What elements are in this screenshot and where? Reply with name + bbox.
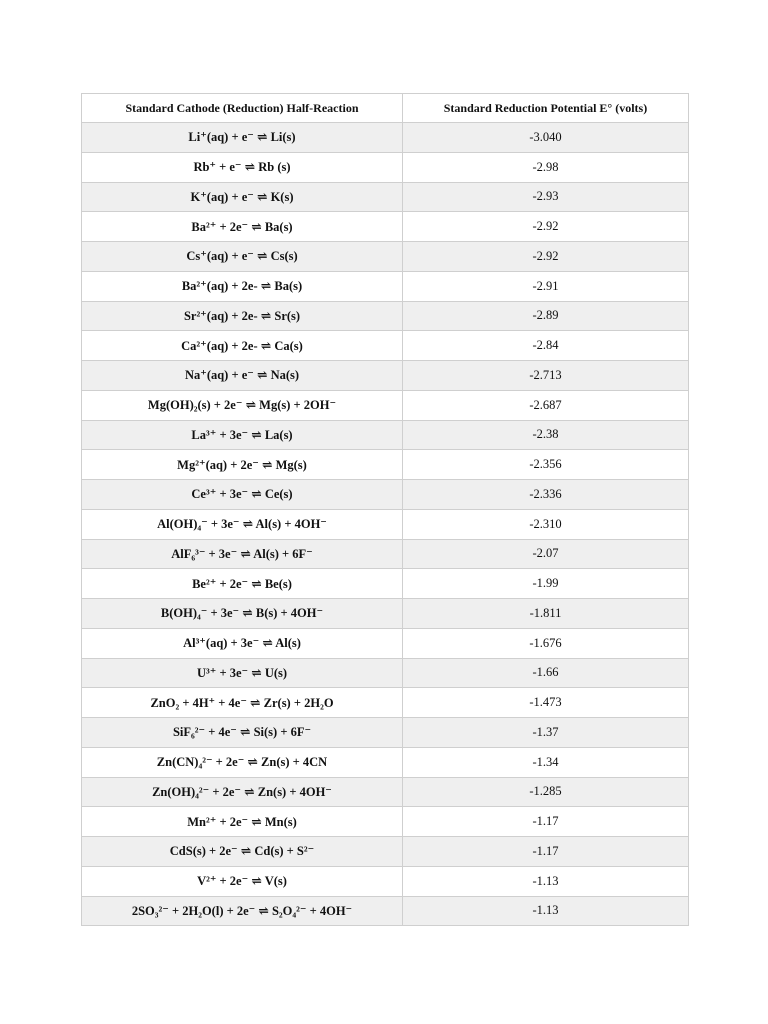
reduction-potential-cell: -2.89 xyxy=(403,301,689,331)
reduction-potential-cell: -2.356 xyxy=(403,450,689,480)
half-reaction-cell: Na⁺(aq) + e⁻ ⇌ Na(s) xyxy=(82,361,403,391)
reduction-potential-cell: -1.17 xyxy=(403,807,689,837)
table-row xyxy=(82,688,689,718)
table-row xyxy=(82,450,689,480)
reduction-potentials-table xyxy=(81,93,689,926)
table-row xyxy=(82,509,689,539)
half-reaction-cell: K⁺(aq) + e⁻ ⇌ K(s) xyxy=(82,182,403,212)
table-row xyxy=(82,628,689,658)
reduction-potential-cell: -1.13 xyxy=(403,866,689,896)
table-row xyxy=(82,658,689,688)
table-row xyxy=(82,242,689,272)
half-reaction-cell: Ba²⁺ + 2e⁻ ⇌ Ba(s) xyxy=(82,212,403,242)
table-row xyxy=(82,420,689,450)
reduction-potential-cell: -1.99 xyxy=(403,569,689,599)
half-reaction-cell: V²⁺ + 2e⁻ ⇌ V(s) xyxy=(82,866,403,896)
table-row xyxy=(82,123,689,153)
reduction-potential-cell: -1.676 xyxy=(403,628,689,658)
half-reaction-cell: AlF₆³⁻ + 3e⁻ ⇌ Al(s) + 6F⁻ xyxy=(82,539,403,569)
half-reaction-cell: SiF₆²⁻ + 4e⁻ ⇌ Si(s) + 6F⁻ xyxy=(82,718,403,748)
half-reaction-cell: Li⁺(aq) + e⁻ ⇌ Li(s) xyxy=(82,123,403,153)
reduction-potential-cell: -2.713 xyxy=(403,361,689,391)
half-reaction-cell: Mg(OH)₂(s) + 2e⁻ ⇌ Mg(s) + 2OH⁻ xyxy=(82,390,403,420)
header-row xyxy=(82,94,689,123)
reduction-potential-cell: -1.37 xyxy=(403,718,689,748)
table-header xyxy=(82,94,689,123)
table-body xyxy=(82,123,689,926)
half-reaction-cell: CdS(s) + 2e⁻ ⇌ Cd(s) + S²⁻ xyxy=(82,837,403,867)
table-row xyxy=(82,480,689,510)
table-row xyxy=(82,152,689,182)
reduction-potential-cell: -3.040 xyxy=(403,123,689,153)
half-reaction-cell: 2SO₃²⁻ + 2H₂O(l) + 2e⁻ ⇌ S₂O₄²⁻ + 4OH⁻ xyxy=(82,896,403,926)
half-reaction-cell: Sr²⁺(aq) + 2e- ⇌ Sr(s) xyxy=(82,301,403,331)
table-row xyxy=(82,390,689,420)
reduction-potential-cell: -1.13 xyxy=(403,896,689,926)
half-reaction-cell: ZnO₂ + 4H⁺ + 4e⁻ ⇌ Zr(s) + 2H₂O xyxy=(82,688,403,718)
table-row xyxy=(82,569,689,599)
table-row xyxy=(82,212,689,242)
reduction-potential-cell: -2.91 xyxy=(403,271,689,301)
reduction-potential-cell: -2.38 xyxy=(403,420,689,450)
reduction-potential-cell: -2.07 xyxy=(403,539,689,569)
half-reaction-cell: Cs⁺(aq) + e⁻ ⇌ Cs(s) xyxy=(82,242,403,272)
table-row xyxy=(82,807,689,837)
half-reaction-cell: Mg²⁺(aq) + 2e⁻ ⇌ Mg(s) xyxy=(82,450,403,480)
half-reaction-cell: Al³⁺(aq) + 3e⁻ ⇌ Al(s) xyxy=(82,628,403,658)
reduction-potential-cell: -1.285 xyxy=(403,777,689,807)
half-reaction-cell: Mn²⁺ + 2e⁻ ⇌ Mn(s) xyxy=(82,807,403,837)
table-row xyxy=(82,599,689,629)
header-half-reaction: Standard Cathode (Reduction) Half-Reaction xyxy=(82,94,403,123)
reduction-potential-cell: -2.310 xyxy=(403,509,689,539)
table-row xyxy=(82,182,689,212)
reduction-potential-cell: -1.17 xyxy=(403,837,689,867)
table-row xyxy=(82,896,689,926)
table-row xyxy=(82,866,689,896)
table-row xyxy=(82,718,689,748)
half-reaction-cell: Zn(OH)₄²⁻ + 2e⁻ ⇌ Zn(s) + 4OH⁻ xyxy=(82,777,403,807)
reduction-potential-cell: -1.34 xyxy=(403,747,689,777)
half-reaction-cell: U³⁺ + 3e⁻ ⇌ U(s) xyxy=(82,658,403,688)
table-row xyxy=(82,837,689,867)
half-reaction-cell: B(OH)₄⁻ + 3e⁻ ⇌ B(s) + 4OH⁻ xyxy=(82,599,403,629)
reduction-potential-cell: -1.811 xyxy=(403,599,689,629)
reduction-potential-cell: -2.84 xyxy=(403,331,689,361)
half-reaction-cell: Zn(CN)₄²⁻ + 2e⁻ ⇌ Zn(s) + 4CN xyxy=(82,747,403,777)
reduction-potential-cell: -1.66 xyxy=(403,658,689,688)
reduction-potential-cell: -2.92 xyxy=(403,212,689,242)
table-row xyxy=(82,539,689,569)
half-reaction-cell: La³⁺ + 3e⁻ ⇌ La(s) xyxy=(82,420,403,450)
reduction-potential-cell: -2.687 xyxy=(403,390,689,420)
half-reaction-cell: Ba²⁺(aq) + 2e- ⇌ Ba(s) xyxy=(82,271,403,301)
reduction-potential-cell: -2.336 xyxy=(403,480,689,510)
header-reduction-potential: Standard Reduction Potential E° (volts) xyxy=(403,94,689,123)
half-reaction-cell: Ca²⁺(aq) + 2e- ⇌ Ca(s) xyxy=(82,331,403,361)
half-reaction-cell: Rb⁺ + e⁻ ⇌ Rb (s) xyxy=(82,152,403,182)
half-reaction-cell: Be²⁺ + 2e⁻ ⇌ Be(s) xyxy=(82,569,403,599)
reduction-potential-cell: -2.92 xyxy=(403,242,689,272)
table-row xyxy=(82,331,689,361)
reduction-potential-cell: -1.473 xyxy=(403,688,689,718)
table-row xyxy=(82,361,689,391)
half-reaction-cell: Ce³⁺ + 3e⁻ ⇌ Ce(s) xyxy=(82,480,403,510)
half-reaction-cell: Al(OH)₄⁻ + 3e⁻ ⇌ Al(s) + 4OH⁻ xyxy=(82,509,403,539)
table-row xyxy=(82,747,689,777)
table-row xyxy=(82,777,689,807)
table-row xyxy=(82,271,689,301)
reduction-potential-cell: -2.98 xyxy=(403,152,689,182)
reduction-potential-cell: -2.93 xyxy=(403,182,689,212)
table-row xyxy=(82,301,689,331)
